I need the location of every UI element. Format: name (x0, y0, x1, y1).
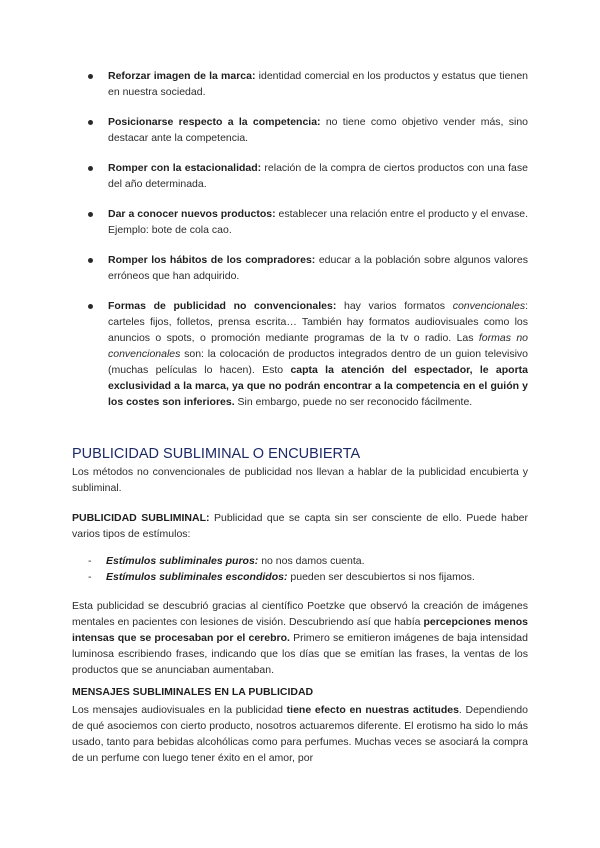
history-text: Primero se emitieron imágenes de baja intensidad luminosa escribiendo frases, indicando que los días que se emitían las frases, la ventas de los productos que se anunciaban aumentaban. (72, 632, 528, 676)
messages-text: Los mensajes audiovisuales en la publicidad (72, 704, 287, 716)
list-item (88, 68, 528, 100)
item-title: Reforzar imagen de la marca: (108, 70, 256, 82)
list-item (88, 252, 528, 284)
dash-marker: - (88, 555, 92, 567)
section-heading: PUBLICIDAD SUBLIMINAL O ENCUBIERTA (72, 446, 361, 462)
definition-text: Publicidad que se capta sin ser consciente de ello. Puede haber varios tipos de estímulos: (72, 512, 528, 540)
item-text: relación de la compra de ciertos productos con una fase del año determinada. (108, 162, 528, 190)
bullet-dot-icon (88, 304, 93, 309)
item-text: Sin embargo, puede no ser reconocido fácilmente. (234, 396, 473, 408)
history-emphasis: percepciones menos intensas que se procesaban por el cerebro. (72, 616, 528, 644)
stimulus-title: Estímulos subliminales puros: (106, 555, 259, 567)
item-text: : carteles fijos, folletos, prensa escrita… También hay formatos audiovisuales como los anuncios o spots, o promoción mediante programas de la tv o radio. Las (108, 300, 528, 344)
section-intro: Los métodos no convencionales de publicidad nos llevan a hablar de la publicidad encubierta y subliminal. (72, 466, 528, 494)
dash-marker: - (88, 571, 92, 583)
item-emphasis: capta la atención del espectador, le aporta exclusividad a la marca, ya que no podrán encontrar a la competencia en el guión y los costes son inferiores. (108, 364, 528, 408)
item-text: no tiene como objetivo vender más, sino destacar ante la competencia. (108, 116, 528, 144)
item-text: identidad comercial en los productos y estatus que tienen en nuestra sociedad. (108, 70, 528, 98)
messages-text: . Dependiendo de qué asociemos con cierto producto, nosotros actuaremos diferente. El erotismo ha sido lo más usado, tanto para bebidas alcohólicas como para perfumes. Muchas veces se asociará la compra de un perfume con luego tener éxito en el amor, por (72, 704, 528, 764)
definition-title: PUBLICIDAD SUBLIMINAL: (72, 512, 210, 524)
list-item (88, 553, 528, 569)
list-item (88, 569, 528, 585)
list-item (88, 160, 528, 192)
item-title: Dar a conocer nuevos productos: (108, 208, 276, 220)
item-text: establecer una relación entre el producto y el envase. Ejemplo: bote de cola cao. (108, 208, 529, 236)
list-item (88, 114, 528, 146)
history-paragraph (72, 598, 528, 678)
item-title: Posicionarse respecto a la competencia: (108, 116, 321, 128)
item-italic: formas no convencionales (108, 332, 529, 360)
stimulus-text: pueden ser descubiertos si nos fijamos. (287, 571, 475, 583)
item-title: Romper los hábitos de los compradores: (108, 254, 316, 266)
messages-emphasis: tiene efecto en nuestras actitudes (286, 704, 459, 716)
bullet-dot-icon (88, 120, 93, 125)
list-item (88, 298, 528, 410)
messages-paragraph (72, 702, 528, 766)
stimulus-title: Estímulos subliminales escondidos: (106, 571, 288, 583)
item-text: son: la colocación de productos integrados dentro de un guion televisivo (muchas películas lo hacen). Esto (108, 348, 528, 376)
definition-paragraph (72, 510, 528, 542)
item-text: educar a la población sobre algunos valores erróneos que han adquirido. (108, 254, 528, 282)
objectives-list (88, 68, 528, 424)
bullet-dot-icon (88, 212, 93, 217)
bullet-dot-icon (88, 166, 93, 171)
item-title: Formas de publicidad no convencionales: (108, 300, 337, 312)
history-text: Esta publicidad se descubrió gracias al científico Poetzke que observó la creación de imágenes mentales en pacientes con lesiones de visión. Descubriendo así que había (72, 600, 528, 628)
subsection-heading: MENSAJES SUBLIMINALES EN LA PUBLICIDAD (72, 686, 314, 698)
item-title: Romper con la estacionalidad: (108, 162, 262, 174)
item-italic: convencionales (452, 300, 526, 312)
list-item (88, 206, 528, 238)
bullet-dot-icon (88, 258, 93, 263)
item-text: hay varios formatos (336, 300, 453, 312)
bullet-dot-icon (88, 74, 93, 79)
stimulus-text: no nos damos cuenta. (258, 555, 365, 567)
